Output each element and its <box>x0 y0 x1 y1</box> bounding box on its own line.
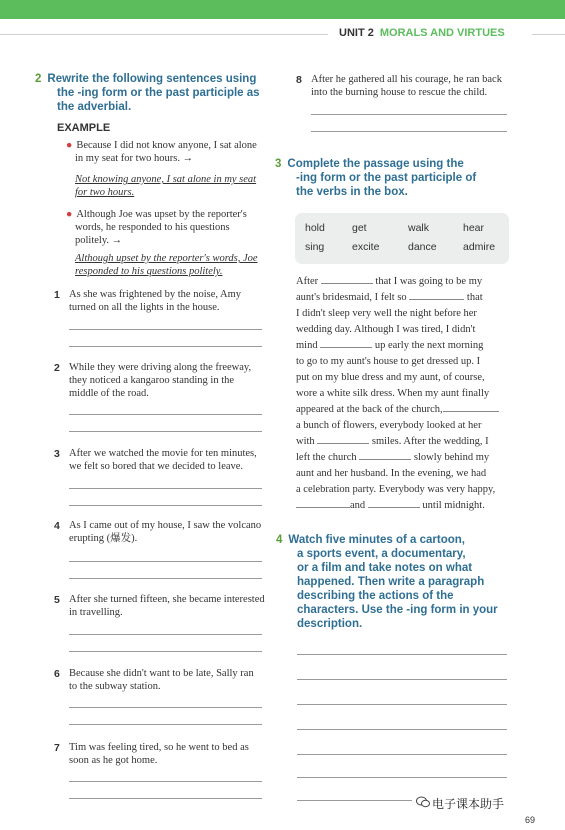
example2-answer-line1: Although upset by the reporter's words, Joe <box>75 253 258 264</box>
passage-text: that I was going to be my <box>375 276 483 287</box>
example2-answer-line2: responded to his questions politely. <box>75 266 223 277</box>
question-6-text <box>69 667 254 693</box>
answer-line[interactable] <box>69 781 262 782</box>
fill-blank[interactable] <box>368 498 420 508</box>
answer-line[interactable] <box>69 651 262 652</box>
passage-text: slowly behind my <box>413 452 490 463</box>
word-item: admire <box>463 241 496 253</box>
section4-number: 4 <box>276 534 283 546</box>
passage-line: to go to my aunt's house to get dressed up. I <box>296 356 481 367</box>
answer-line[interactable] <box>69 488 262 489</box>
section4-title-line: description. <box>297 618 363 630</box>
header-rule-left <box>0 34 328 35</box>
answer-line[interactable] <box>69 431 262 432</box>
section3-title-line3: the verbs in the box. <box>296 186 408 198</box>
question-line: While they were driving along the freeway, <box>69 362 252 373</box>
question-number: 7 <box>54 742 60 754</box>
question-7-text <box>69 741 249 767</box>
writing-line[interactable] <box>297 729 507 730</box>
question-line: middle of the road. <box>69 388 149 399</box>
passage-line <box>296 402 508 418</box>
section2-number: 2 <box>35 73 42 85</box>
passage-text: with <box>296 436 315 447</box>
example1-text <box>66 139 257 165</box>
passage-text: that <box>466 292 483 303</box>
word-item: dance <box>408 241 437 253</box>
passage-line <box>296 450 508 466</box>
watermark-text: 电子课本助手 <box>432 797 505 811</box>
passage-text: smiles. After the wedding, I <box>371 436 489 447</box>
passage-line: wore a white silk dress. When my aunt finally <box>296 388 490 399</box>
header-rule-right <box>532 34 565 35</box>
fill-blank[interactable] <box>317 434 369 444</box>
section4-title-line: or a film and take notes on what <box>297 562 473 574</box>
fill-blank[interactable] <box>320 338 372 348</box>
example2-text <box>66 208 247 247</box>
unit-topic: MORALS AND VIRTUES <box>379 27 505 39</box>
question-line: As I came out of my house, I saw the volcano <box>69 520 262 531</box>
passage-line: I didn't sleep very well the night before her <box>296 308 477 319</box>
answer-line[interactable] <box>69 346 262 347</box>
question-4-text <box>69 519 261 545</box>
writing-line[interactable] <box>297 679 507 680</box>
fill-blank[interactable] <box>359 450 411 460</box>
passage-text: aunt's bridesmaid, I felt so <box>296 292 407 303</box>
example2-line1: Although Joe was upset by the reporter's <box>76 209 247 220</box>
question-line: After we watched the movie for ten minutes, <box>69 448 257 459</box>
section4-title-line: happened. Then write a paragraph <box>297 576 485 588</box>
example1-answer-line1: Not knowing anyone, I sat alone in my seat <box>75 174 257 185</box>
passage-line <box>296 498 508 514</box>
example1-answer <box>75 173 256 199</box>
writing-line[interactable] <box>297 704 507 705</box>
word-item: get <box>352 222 367 234</box>
answer-line[interactable] <box>69 329 262 330</box>
fill-blank[interactable] <box>443 402 499 412</box>
section4-title-line: Watch five minutes of a cartoon, <box>288 534 465 546</box>
writing-line[interactable] <box>297 754 507 755</box>
section3-heading <box>275 157 476 199</box>
question-line: to the subway station. <box>69 681 161 692</box>
word-item: walk <box>408 222 430 234</box>
answer-line[interactable] <box>311 131 507 132</box>
section2-title-line2: the -ing form or the past participle as <box>57 87 260 99</box>
section4-title-line: a sports event, a documentary, <box>297 548 466 560</box>
question-line: they noticed a kangaroo standing in the <box>69 375 235 386</box>
passage-text: until midnight. <box>422 500 485 511</box>
question-5-text <box>69 593 265 619</box>
word-item: sing <box>305 241 325 253</box>
passage-text: up early the next morning <box>374 340 484 351</box>
example1-line2: in my seat for two hours. → <box>75 153 194 164</box>
example1-line1: Because I did not know anyone, I sat alone <box>76 140 257 151</box>
example1-answer-line2: for two hours. <box>75 187 135 198</box>
answer-line[interactable] <box>69 414 262 415</box>
top-color-bar <box>0 0 565 19</box>
answer-line[interactable] <box>69 707 262 708</box>
word-item: hear <box>463 222 485 234</box>
question-line: in travelling. <box>69 607 123 618</box>
bullet-icon: ● <box>66 209 73 220</box>
question-2-text <box>69 361 251 400</box>
question-number: 2 <box>54 362 60 374</box>
passage-line <box>296 290 508 306</box>
question-line: After she turned fifteen, she became interested <box>69 594 265 605</box>
answer-line[interactable] <box>69 724 262 725</box>
example-label: EXAMPLE <box>57 122 111 134</box>
answer-line[interactable] <box>311 114 507 115</box>
section4-heading <box>276 533 498 631</box>
passage-text: mind <box>296 340 318 351</box>
word-item: hold <box>305 222 325 234</box>
question-line: into the burning house to rescue the child. <box>311 87 488 98</box>
section3-title-line1: Complete the passage using the <box>287 158 464 170</box>
question-number: 3 <box>54 448 60 460</box>
question-line: erupting (爆发). <box>69 533 138 544</box>
passage-line: a bunch of flowers, everybody looked at her <box>296 420 482 431</box>
question-1-text <box>69 288 241 314</box>
bullet-icon: ● <box>66 140 73 151</box>
question-line: Because she didn't want to be late, Sally ran <box>69 668 254 679</box>
question-line: turned on all the lights in the house. <box>69 302 220 313</box>
page-number: 69 <box>525 815 536 825</box>
passage-text: and <box>350 500 366 511</box>
question-number: 6 <box>54 668 60 680</box>
question-line: soon as he got home. <box>69 755 158 766</box>
section3-title-line2: -ing form or the past participle of <box>296 172 477 184</box>
answer-line[interactable] <box>69 505 262 506</box>
question-number: 8 <box>296 74 302 86</box>
section4-title-line: characters. Use the -ing form in your <box>297 604 498 616</box>
section2-title-line3: the adverbial. <box>57 101 132 113</box>
answer-line[interactable] <box>69 634 262 635</box>
fill-blank[interactable] <box>296 498 350 508</box>
passage-line <box>296 274 508 290</box>
question-number: 1 <box>54 289 60 301</box>
word-box <box>295 213 509 264</box>
passage-line: wedding day. Although I was tired, I didn't <box>296 324 476 335</box>
question-line: we felt so bored that we decided to leave. <box>69 461 244 472</box>
writing-line[interactable] <box>297 654 507 655</box>
writing-line[interactable] <box>297 800 412 801</box>
chat-bubble-icon <box>416 796 430 808</box>
answer-line[interactable] <box>69 561 262 562</box>
passage-line <box>296 434 508 450</box>
example2-answer <box>75 252 258 278</box>
passage-text: After <box>296 276 319 287</box>
answer-line[interactable] <box>69 798 262 799</box>
passage-line: a celebration party. Everybody was very happy, <box>296 484 496 495</box>
passage-line: aunt and her husband. In the evening, we had <box>296 468 487 479</box>
section4-title-line: describing the actions of the <box>297 590 454 602</box>
unit-header <box>339 27 505 39</box>
question-number: 4 <box>54 520 60 532</box>
question-number: 5 <box>54 594 60 606</box>
passage-line: put on my blue dress and my aunt, of course, <box>296 372 485 383</box>
passage-text: left the church <box>296 452 357 463</box>
example2-line3: politely. → <box>75 235 123 246</box>
unit-number: UNIT 2 <box>339 27 374 39</box>
section2-title-line1: Rewrite the following sentences using <box>47 73 257 85</box>
fill-blank[interactable] <box>409 290 464 300</box>
question-line: Tim was feeling tired, so he went to bed as <box>69 742 249 753</box>
section3-number: 3 <box>275 158 282 170</box>
question-3-text <box>69 447 257 473</box>
word-item: excite <box>352 241 380 253</box>
answer-line[interactable] <box>69 578 262 579</box>
question-8-text <box>311 73 502 99</box>
fill-blank[interactable] <box>321 274 373 284</box>
passage-line <box>296 338 508 354</box>
question-line: After he gathered all his courage, he ran back <box>311 74 502 85</box>
passage-text: appeared at the back of the church, <box>296 404 443 415</box>
example2-line2: words, he responded to his questions <box>75 222 230 233</box>
question-line: As she was frightened by the noise, Amy <box>69 289 242 300</box>
writing-line[interactable] <box>297 777 507 778</box>
section2-heading <box>35 72 260 114</box>
passage <box>296 274 508 514</box>
